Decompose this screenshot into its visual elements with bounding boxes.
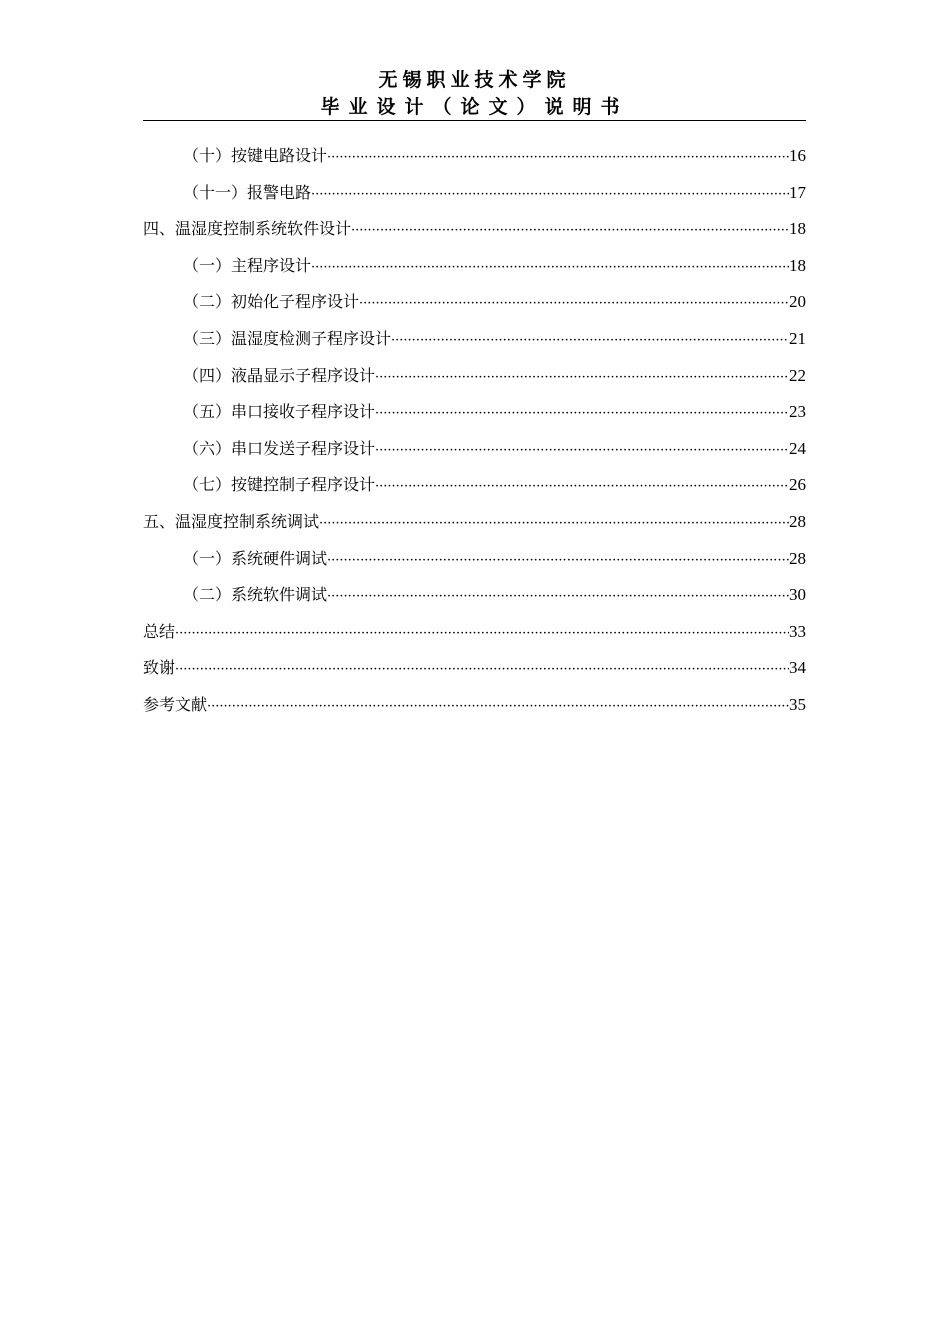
toc-dot-leader xyxy=(319,506,789,543)
toc-dot-leader xyxy=(311,250,789,287)
toc-dot-leader xyxy=(327,579,789,616)
toc-entry-title: （一）主程序设计 xyxy=(183,255,312,275)
toc-dot-leader xyxy=(351,213,789,250)
toc-entry[interactable] xyxy=(143,321,806,358)
toc-entry-title: （二）初始化子程序设计 xyxy=(183,292,360,312)
toc-entry[interactable] xyxy=(143,467,806,504)
toc-entry[interactable] xyxy=(143,541,806,578)
toc-entry-page-number: 16 xyxy=(789,146,806,165)
toc-dot-leader xyxy=(327,543,789,580)
toc-entry-page-number: 23 xyxy=(789,402,806,422)
toc-dot-leader xyxy=(207,689,789,726)
toc-dot-leader xyxy=(375,469,789,506)
toc-dot-leader xyxy=(327,140,789,177)
institution-name: 无锡职业技术学院 xyxy=(378,69,571,91)
toc-dot-leader xyxy=(175,652,789,689)
toc-dot-leader xyxy=(391,323,789,360)
toc-entry-page-number: 35 xyxy=(789,694,806,714)
toc-entry-page-number: 20 xyxy=(789,292,806,312)
toc-entry-title: （七）按键控制子程序设计 xyxy=(183,475,376,495)
toc-entry-title: 参考文献 xyxy=(143,694,208,714)
toc-dot-leader xyxy=(359,286,789,323)
toc-entry-page-number: 21 xyxy=(789,328,806,348)
toc-entry[interactable] xyxy=(143,614,806,651)
toc-entry-title: （十）按键电路设计 xyxy=(183,146,328,165)
toc-dot-leader xyxy=(375,433,789,470)
toc-entry-page-number: 18 xyxy=(789,255,806,275)
toc-entry-title: （五）串口接收子程序设计 xyxy=(183,402,376,422)
toc-entry-title: （四）液晶显示子程序设计 xyxy=(183,365,376,385)
toc-entry[interactable] xyxy=(143,358,806,395)
toc-dot-leader xyxy=(175,616,789,653)
toc-entry[interactable] xyxy=(143,650,806,687)
toc-entry[interactable] xyxy=(143,138,806,175)
toc-entry-title: 致谢 xyxy=(143,658,176,678)
toc-entry[interactable] xyxy=(143,175,806,212)
toc-dot-leader xyxy=(311,177,789,214)
toc-entry-page-number: 33 xyxy=(789,621,806,641)
toc-entry[interactable] xyxy=(143,248,806,285)
toc-entry-title: （十一）报警电路 xyxy=(183,182,312,202)
header-divider xyxy=(143,120,806,121)
toc-entry-page-number: 24 xyxy=(789,438,806,458)
toc-entry-title: （三）温湿度检测子程序设计 xyxy=(183,328,392,348)
toc-entry[interactable] xyxy=(143,284,806,321)
toc-entry-title: （一）系统硬件调试 xyxy=(183,548,328,568)
toc-entry-page-number: 28 xyxy=(789,548,806,568)
toc-dot-leader xyxy=(375,360,789,397)
toc-entry-title: 四、温湿度控制系统软件设计 xyxy=(143,219,352,239)
toc-entry[interactable] xyxy=(143,431,806,468)
toc-entry-title: 五、温湿度控制系统调试 xyxy=(143,511,320,531)
toc-entry-title: 总结 xyxy=(143,621,176,641)
toc-entry-title: （二）系统软件调试 xyxy=(183,585,328,605)
toc-entry[interactable] xyxy=(143,211,806,248)
toc-entry[interactable] xyxy=(143,687,806,724)
document-type: 毕业设计（论文）说明书 xyxy=(320,96,629,118)
toc-entry-page-number: 17 xyxy=(789,182,806,202)
table-of-contents xyxy=(143,138,806,724)
toc-entry-title: （六）串口发送子程序设计 xyxy=(183,438,376,458)
toc-entry-page-number: 34 xyxy=(789,658,806,678)
page-header xyxy=(143,66,806,120)
toc-entry[interactable] xyxy=(143,504,806,541)
toc-entry-page-number: 30 xyxy=(789,585,806,605)
toc-entry[interactable] xyxy=(143,394,806,431)
toc-entry-page-number: 28 xyxy=(789,511,806,531)
toc-entry[interactable] xyxy=(143,577,806,614)
toc-entry-page-number: 18 xyxy=(789,219,806,239)
toc-entry-page-number: 22 xyxy=(789,365,806,385)
toc-entry-page-number: 26 xyxy=(789,475,806,495)
toc-dot-leader xyxy=(375,396,789,433)
